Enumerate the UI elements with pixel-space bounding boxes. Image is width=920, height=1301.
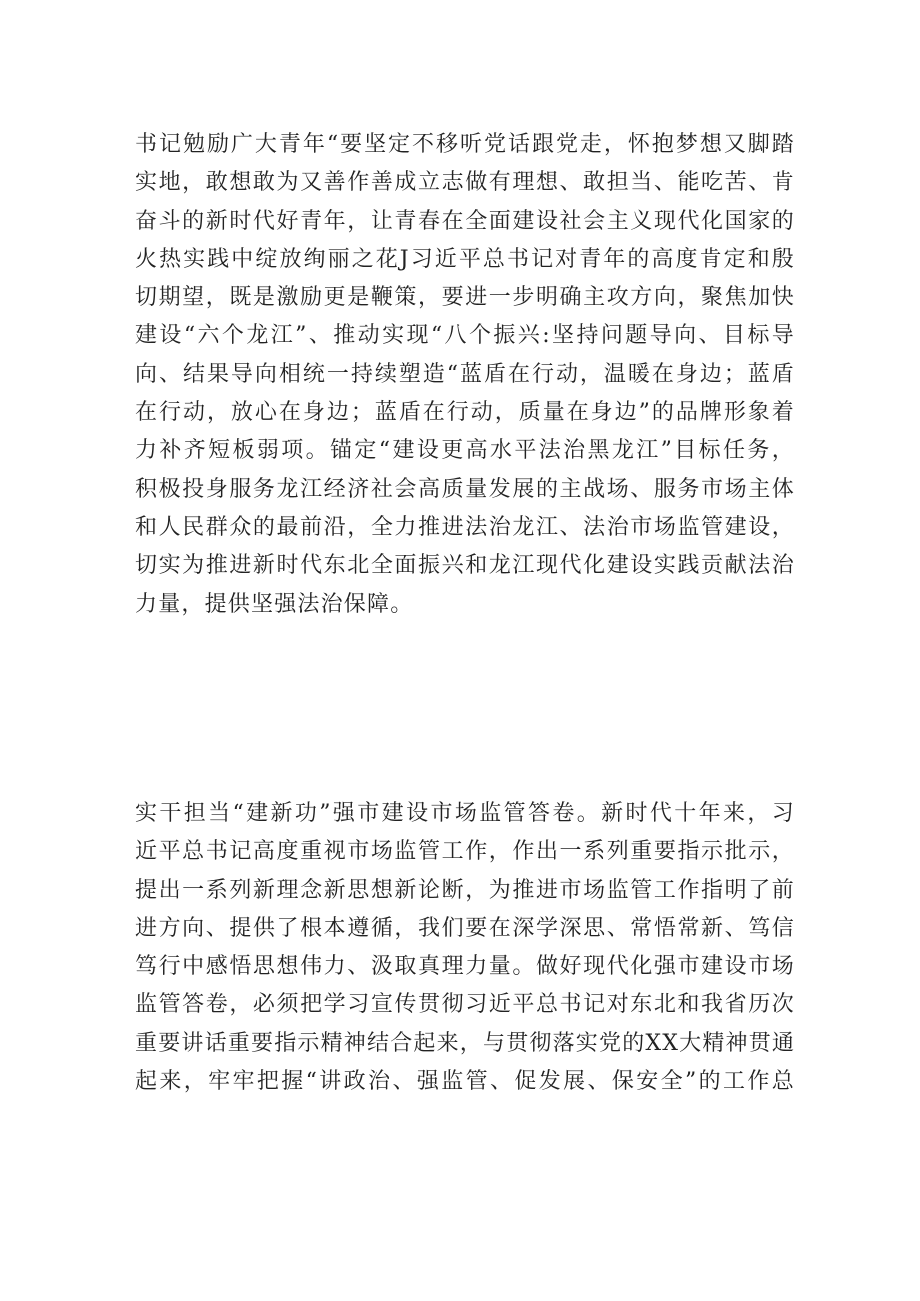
text-line: 笃行中感悟思想伟力、汲取真理力量。做好现代化强市建设市场 xyxy=(135,954,795,980)
text-line: 实地，敢想敢为又善作善成立志做有理想、敢担当、能吃苦、肯 xyxy=(135,170,795,196)
text-line: 切期望，既是激励更是鞭策，要进一步明确主攻方向，聚焦加快 xyxy=(135,285,795,311)
text-line: 火热实践中绽放绚丽之花J习近平总书记对青年的高度肯定和殷 xyxy=(135,246,795,272)
text-line: 奋斗的新时代好青年，让青春在全面建设社会主义现代化国家的 xyxy=(135,208,795,234)
text-line: 向、结果导向相统一持续塑造“蓝盾在行动，温暖在身边；蓝盾 xyxy=(135,361,795,387)
text-line: 在行动，放心在身边；蓝盾在行动，质量在身边”的品牌形象着 xyxy=(135,400,795,426)
text-line: 提出一系列新理念新思想新论断，为推进市场监管工作指明了前 xyxy=(135,877,795,903)
text-line: 近平总书记高度重视市场监管工作，作出一系列重要指示批示， xyxy=(135,839,795,865)
paragraph-1 xyxy=(135,126,795,624)
text-line: 力补齐短板弱项。锚定“建设更高水平法治黑龙江”目标任务， xyxy=(135,438,795,464)
text-line: 积极投身服务龙江经济社会高质量发展的主战场、服务市场主体 xyxy=(135,476,795,502)
text-line: 监管答卷，必须把学习宣传贯彻习近平总书记对东北和我省历次 xyxy=(135,992,795,1018)
paragraph-2 xyxy=(135,795,795,1101)
text-line: 重要讲话重要指示精神结合起来，与贯彻落实党的XX大精神贯通 xyxy=(135,1030,796,1056)
text-line: 切实为推进新时代东北全面振兴和龙江现代化建设实践贡献法治 xyxy=(135,553,795,579)
text-line: 进方向、提供了根本遵循，我们要在深学深思、常悟常新、笃信 xyxy=(135,915,795,941)
text-line: 力量，提供坚强法治保障。 xyxy=(135,591,414,617)
text-line: 建设“六个龙江”、推动实现“八个振兴:坚持问题导向、目标导 xyxy=(135,323,795,349)
text-line: 和人民群众的最前沿，全力推进法治龙江、法治市场监管建设， xyxy=(135,514,795,540)
text-line: 书记勉励广大青年“要坚定不移听党话跟党走，怀抱梦想又脚踏 xyxy=(135,132,795,157)
text-line: 起来，牢牢把握“讲政治、强监管、促发展、保安全”的工作总 xyxy=(135,1069,795,1095)
text-line: 实干担当“建新功”强市建设市场监管答卷。新时代十年来，习 xyxy=(135,801,795,826)
